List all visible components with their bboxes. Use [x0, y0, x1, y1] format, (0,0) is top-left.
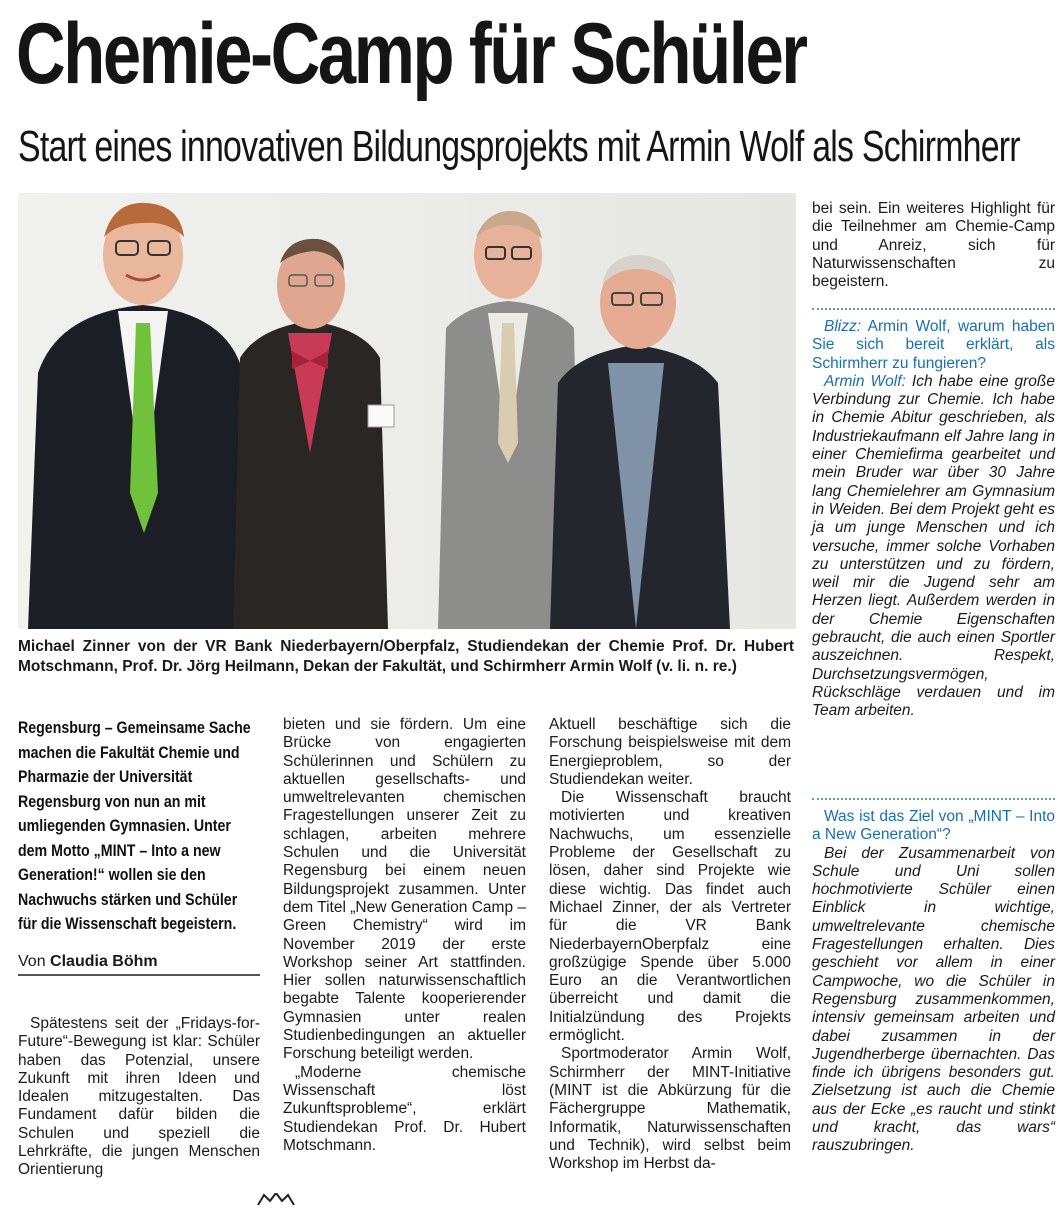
byline-prefix: Von	[18, 953, 46, 970]
headline: Chemie-Camp für Schüler	[16, 6, 806, 102]
body-paragraph: bieten und sie fördern. Um eine Brücke von engagierten Schülerinnen und Schülern zu aktuellen gesellschafts- und umweltrelevanten chemischen Fragestellungen unserer Zeit zu schlagen, arbeiten mehrere Schulen und die Universität Regensburg bei einem neuen Bildungsprojekt zusammen. Unter dem Titel „New Generation Camp – Green Chemistry“ wird im November 2019 der erste Workshop seiner Art stattfinden. Hier sollen naturwissenschaftlich begabte Talente kooperierender Gymnasien unter realen Studienbedingungen an aktueller Forschung beteiligt werden.	[283, 716, 526, 1063]
group-photo	[18, 193, 796, 629]
interview-block-2	[812, 808, 1055, 1156]
lead-paragraph: Regensburg – Gemeinsame Sache machen die Fakultät Chemie und Pharmazie der Universität Regensburg von nun an mit umliegenden Gymnasien. Unter dem Motto „MINT – Into a new Generation!“ wollen sie den Nachwuchs stärken und Schüler für die Wissenschaft begeistern.	[18, 719, 251, 933]
column-1-body	[18, 1015, 260, 1180]
byline	[18, 952, 260, 976]
answer-text: Ich habe eine große Verbindung zur Chemie. Ich habe in Chemie Abitur geschrieben, als Industriekaufmann elf Jahre lang in einer Chemiefirma gearbeitet und mein Bruder war über 30 Jahre lang Chemielehrer am Gymnasium in Weiden. Bei dem Projekt geht es ja um junge Menschen und ich versuche, immer solche Vorhaben zu unterstützen und zu fördern, weil mir die Jugend sehr am Herzen liegt. Außerdem werden in der Chemie Eigenschaften gebraucht, die auch einen Sportler auszeichnen. Respekt, Durchsetzungsvermögen, Rückschläge verdauen und im Team arbeiten.	[812, 372, 1056, 720]
section-divider	[812, 798, 1055, 800]
body-paragraph: Spätestens seit der „Fridays-for-Future“-Bewegung ist klar: Schüler haben das Potenzial, unsere Zukunft mit ihren Ideen und Idealen mitzugestalten. Das Fundament dafür bilden die Schulen und speziell die Lehrkräfte, die jungen Menschen Orientierung	[18, 1015, 260, 1179]
body-paragraph: Sportmoderator Armin Wolf, Schirmherr der MINT-Initiative (MINT ist die Abkürzung für die Fächergruppe Mathematik, Informatik, Naturwissenschaften und Technik), wird selbst beim Workshop im Herbst da-	[549, 1045, 791, 1173]
subheadline: Start eines innovativen Bildungsprojekts mit Armin Wolf als Schirmherr	[18, 122, 1020, 171]
body-paragraph: „Moderne chemische Wissenschaft löst Zukunftsprobleme“, erklärt Studiendekan Prof. Dr. Hubert Motschmann.	[283, 1063, 526, 1154]
body-paragraph: Die Wissenschaft braucht motivierten und kreativen Nachwuchs, um essenzielle Probleme der Gesellschaft zu lösen, daher sind Projekte wie diese wichtig. Das findet auch Michael Zinner, der als Vertreter für die VR Bank NiederbayernOberpfalz eine großzügige Spende über 5.000 Euro an die Verantwortlichen überreicht und damit die Initialzündung des Projekts ermöglicht.	[549, 789, 791, 1045]
section-divider	[812, 308, 1055, 310]
column-3	[549, 716, 791, 1173]
body-paragraph: Aktuell beschäftige sich die Forschung beispielsweise mit dem Energieproblem, so der Studiendekan weiter.	[549, 716, 791, 788]
column-1	[18, 716, 260, 937]
badge-icon	[250, 1192, 320, 1204]
column-2	[283, 716, 526, 1155]
interview-block-1	[812, 318, 1055, 721]
answer-text: Bei der Zusammenarbeit von Schule und Uni sollen hochmotivierte Schüler einen Einblick in wichtige, umweltrelevante chemische Fragestellungen erhalten. Dies geschieht vor allem in einer Campwoche, wo die Schüler in Regensburg zusammenkommen, intensiv gemeinsam arbeiten und dabei zusammen in der Jugendherberge übernachten. Das finde ich übrigens besonders gut. Zielsetzung ist auch die Chemie aus der Ecke „es raucht und stinkt und kracht, das wars“ rauszubringen.	[812, 844, 1055, 1155]
interviewer-label: Blizz:	[824, 318, 862, 335]
interviewee-label: Armin Wolf:	[824, 372, 906, 390]
column-4-intro	[812, 200, 1055, 291]
byline-author: Claudia Böhm	[50, 953, 158, 970]
photo-caption: Michael Zinner von der VR Bank Niederbayern/Oberpfalz, Studiendekan der Chemie Prof. Dr. Hubert Motschmann, Prof. Dr. Jörg Heilmann, Dekan der Fakultät, und Schirmherr Armin Wolf (v. li. n. re.)	[18, 638, 794, 675]
group-photo-illustration	[18, 193, 796, 629]
interview-question: Was ist das Ziel von „MINT – Into a New Generation“?	[812, 808, 1055, 844]
interview-answer	[812, 373, 1055, 721]
question-text: Armin Wolf, warum haben Sie sich bereit erklärt, als Schirmherr zu fungieren?	[812, 318, 1056, 372]
body-paragraph: bei sein. Ein weiteres Highlight für die Teilnehmer am Chemie-Camp und Anreiz, sich für Naturwissenschaften zu begeistern.	[812, 200, 1055, 291]
interview-question	[812, 318, 1055, 373]
